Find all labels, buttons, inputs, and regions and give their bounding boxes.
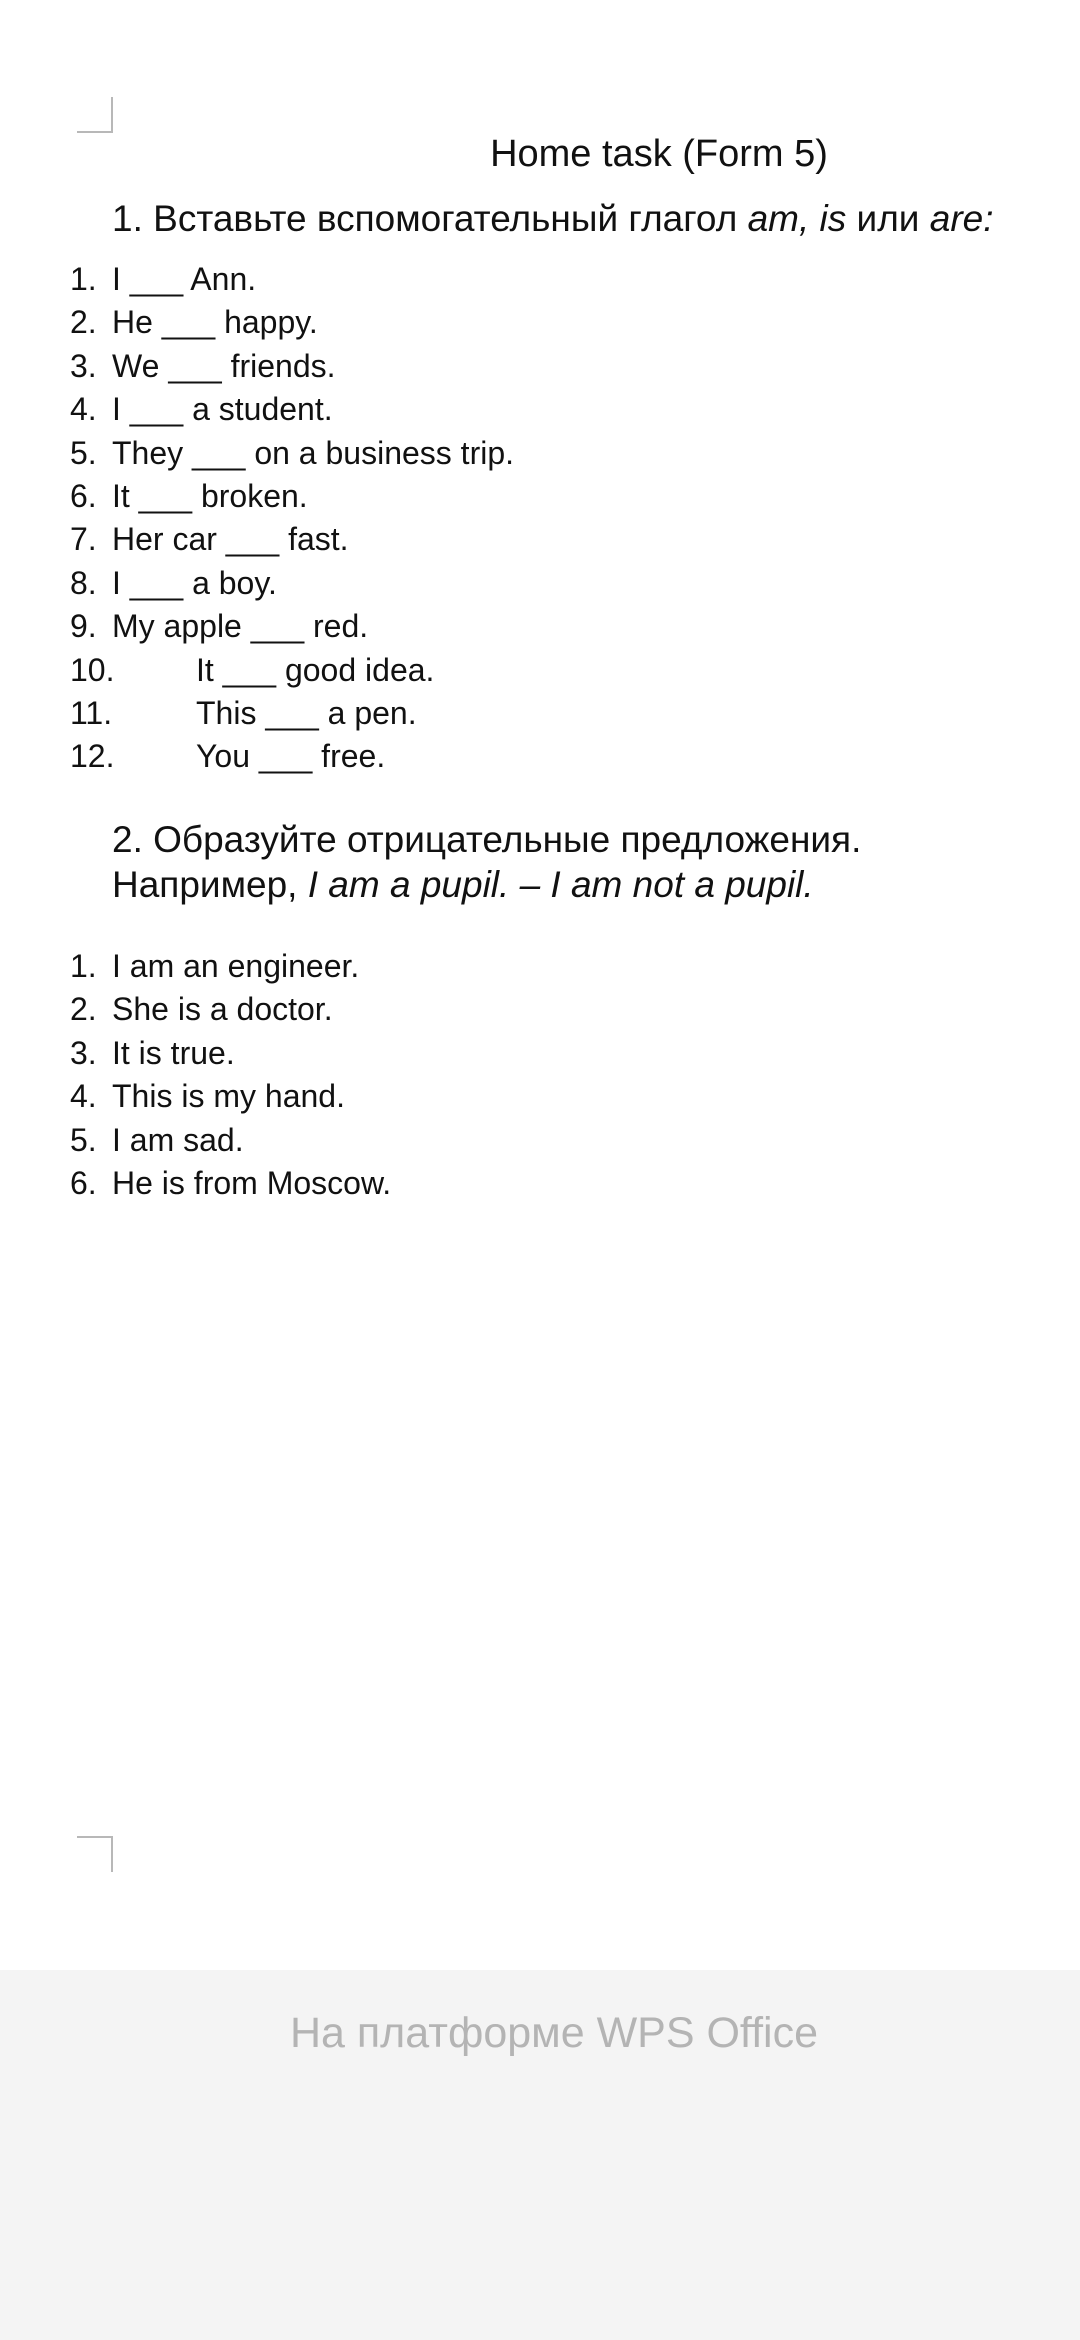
item-sentence: My apple ___ red. — [112, 608, 369, 645]
task1-item — [0, 345, 1080, 388]
item-number: 2. — [70, 991, 97, 1028]
item-number: 1. — [70, 948, 97, 984]
item-sentence: They ___ on a business trip. — [112, 434, 515, 471]
item-number: 3. — [70, 1034, 97, 1071]
item-sentence: I ___ Ann. — [112, 261, 257, 297]
task2-item — [0, 988, 1080, 1031]
task1-heading-verbs: am, is — [747, 198, 847, 239]
task1-heading-verb-are: are: — [929, 198, 994, 239]
item-sentence: This ___ a pen. — [196, 694, 417, 731]
item-sentence: It ___ good idea. — [196, 651, 435, 688]
task2-item — [0, 1075, 1080, 1118]
document-title: Home task (Form 5) — [490, 133, 828, 175]
task2-item — [0, 1032, 1080, 1075]
item-number: 5. — [70, 434, 97, 471]
task1-item — [0, 518, 1080, 561]
item-sentence: You ___ free. — [196, 738, 386, 775]
item-sentence: He is from Moscow. — [112, 1164, 392, 1201]
page-corner-mark-top — [77, 97, 113, 133]
item-number: 7. — [70, 521, 97, 558]
item-sentence: This is my hand. — [112, 1078, 345, 1115]
item-number: 1. — [70, 261, 97, 297]
item-number: 4. — [70, 1078, 97, 1115]
task2-item — [0, 1162, 1080, 1205]
item-number: 4. — [70, 391, 97, 428]
item-number: 6. — [70, 477, 97, 514]
item-number: 11. — [70, 694, 113, 731]
item-number: 3. — [70, 347, 97, 384]
item-number: 9. — [70, 608, 97, 645]
item-number: 12. — [70, 738, 115, 775]
platform-watermark-text: На платформе WPS Office — [289, 2009, 818, 2057]
task1-item — [0, 258, 1080, 301]
task2-item — [0, 945, 1080, 988]
task1-item — [0, 735, 1080, 778]
task2-list — [0, 945, 1080, 1205]
task2-heading: 2. Образуйте отрицательные предложения. — [112, 819, 862, 860]
item-number: 5. — [70, 1121, 97, 1158]
item-sentence: Her car ___ fast. — [112, 521, 349, 558]
task1-list — [0, 258, 1080, 779]
task1-heading-text: 1. Вставьте вспомогательный глагол — [112, 198, 748, 239]
item-number: 6. — [70, 1164, 97, 1201]
item-number: 10. — [70, 651, 115, 688]
task1-item — [0, 301, 1080, 344]
item-sentence: He ___ happy. — [112, 304, 318, 341]
task1-item — [0, 562, 1080, 605]
task1-item — [0, 432, 1080, 475]
item-sentence: We ___ friends. — [112, 347, 336, 384]
task2-item — [0, 1119, 1080, 1162]
item-sentence: I am sad. — [112, 1121, 244, 1158]
task1-heading-conjunction: или — [846, 198, 930, 239]
example-label: Например, — [112, 864, 308, 905]
task2-example — [112, 860, 814, 910]
item-sentence: It is true. — [112, 1034, 235, 1071]
page-corner-mark-bottom — [77, 1836, 113, 1872]
task1-item — [0, 475, 1080, 518]
footer-banner — [0, 1970, 1080, 2340]
item-sentence: I ___ a student. — [112, 391, 333, 428]
task1-heading — [112, 194, 994, 244]
item-sentence: I ___ a boy. — [112, 564, 277, 601]
item-sentence: She is a doctor. — [112, 991, 333, 1028]
task1-item — [0, 388, 1080, 431]
task1-item — [0, 605, 1080, 648]
item-number: 8. — [70, 564, 97, 601]
item-sentence: I am an engineer. — [112, 948, 360, 984]
item-number: 2. — [70, 304, 97, 341]
task1-item — [0, 649, 1080, 692]
example-sentence: I am a pupil. – I am not a pupil. — [307, 864, 814, 905]
item-sentence: It ___ broken. — [112, 477, 308, 514]
task1-item — [0, 692, 1080, 735]
